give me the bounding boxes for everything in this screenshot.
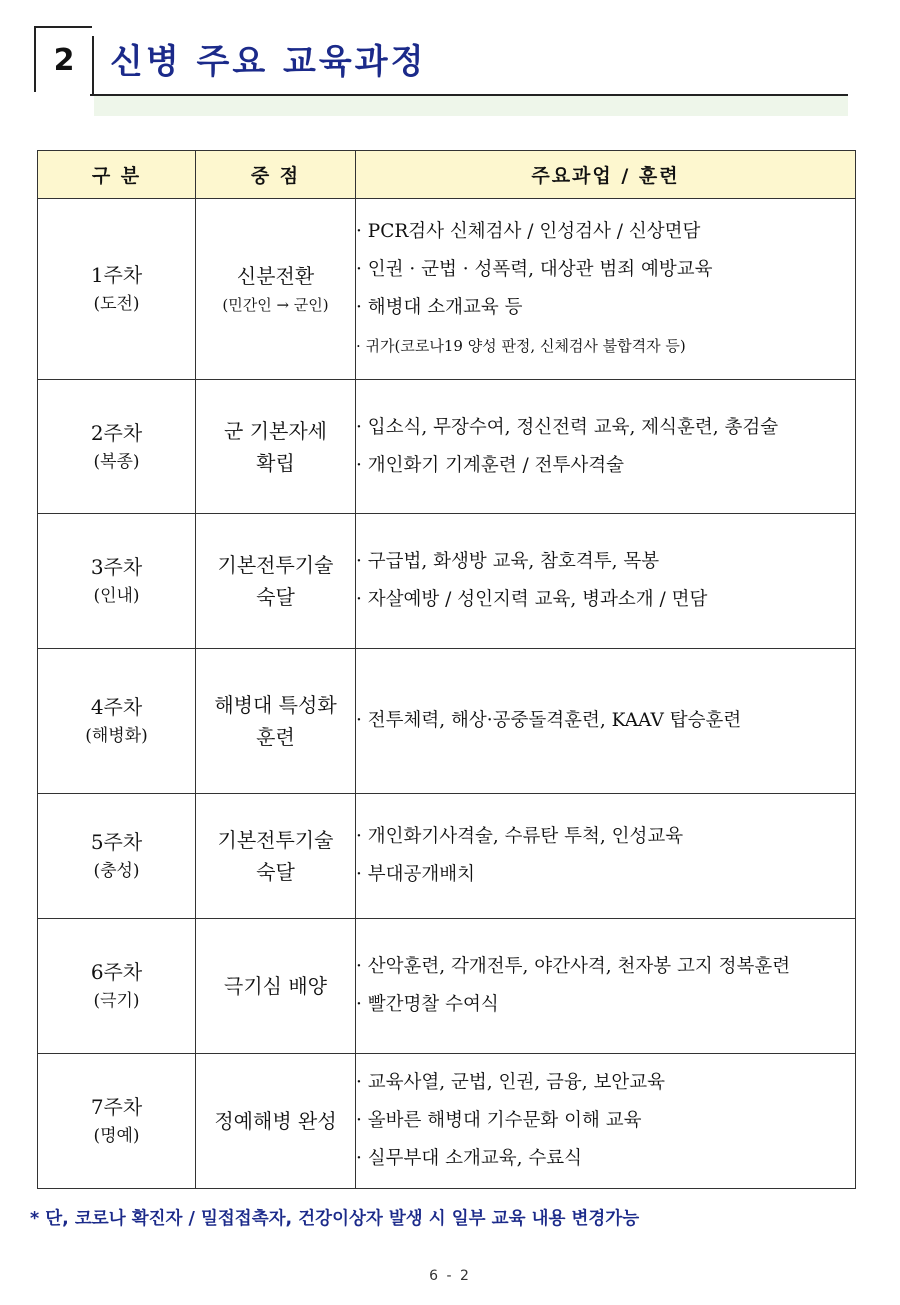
focus-text: 정예해병 완성 [214,1109,337,1133]
week-label: 3주차 [90,555,143,579]
focus-text: 해병대 특성화 [214,693,337,717]
week-subtitle: (명예) [93,1126,140,1146]
focus-text: 군 기본자세 [224,418,327,443]
list-item: · 전투체력, 해상·공중돌격훈련, KAAV 탑승훈련 [356,710,742,731]
focus-text: 신분전환 [236,264,315,288]
week-label: 5주차 [90,830,143,854]
focus-cell [196,794,356,919]
table-row [38,1054,856,1189]
week-cell [38,649,196,794]
items-cell [356,199,856,380]
list-item: · 부대공개배치 [356,864,475,885]
focus-cell [196,1054,356,1189]
table-header-row [38,151,856,199]
items-cell [356,919,856,1054]
focus-text: 숙달 [256,860,295,884]
table-row [38,649,856,794]
list-item: · 올바른 해병대 기수문화 이해 교육 [356,1110,642,1131]
table-row [38,380,856,514]
list-item: · 빨간명찰 수여식 [356,994,499,1015]
week-cell [38,794,196,919]
week-subtitle: (도전) [93,294,140,314]
footnote: * 단, 코로나 확진자 / 밀접접촉자, 건강이상자 발생 시 일부 교육 내용 변경가능 [30,1209,640,1229]
week-label: 7주차 [90,1095,143,1119]
focus-cell [196,199,356,380]
header-items: 주요과업 / 훈련 [356,151,856,199]
table-row [38,794,856,919]
week-label: 1주차 [90,263,143,287]
focus-text: 기본전투기술 [217,828,334,852]
week-label: 2주차 [90,420,143,445]
focus-text: 기본전투기술 [217,553,334,577]
training-table [37,150,856,1189]
table-row [38,514,856,649]
focus-text: 숙달 [256,585,295,609]
header-divider [92,36,94,94]
week-label: 6주차 [90,960,143,984]
list-item: · 실무부대 소개교육, 수료식 [356,1148,582,1169]
week-cell [38,919,196,1054]
section-number: 2 [34,26,92,92]
title-shade [94,96,848,116]
week-label: 4주차 [90,695,143,719]
section-title: 신병 주요 교육과정 [110,42,427,82]
week-subtitle: (복종) [93,451,140,472]
week-subtitle: (인내) [93,586,140,606]
focus-text: 훈련 [256,725,295,749]
focus-cell [196,514,356,649]
list-item: · 인권 · 군법 · 성폭력, 대상관 범죄 예방교육 [356,259,713,280]
focus-cell [196,919,356,1054]
list-item: · 교육사열, 군법, 인권, 금융, 보안교육 [356,1072,666,1093]
week-cell [38,199,196,380]
items-cell [356,649,856,794]
title-underline [90,94,848,96]
focus-text: 확립 [256,450,295,475]
list-item: · 해병대 소개교육 등 [356,297,523,318]
table-row [38,919,856,1054]
week-subtitle: (충성) [93,861,140,881]
section-header [34,26,848,118]
list-item: · 개인화기사격술, 수류탄 투척, 인성교육 [356,826,684,847]
week-cell [38,1054,196,1189]
table-row [38,199,856,380]
header-focus: 중 점 [196,151,356,199]
list-item: · 개인화기 기계훈련 / 전투사격술 [356,454,624,476]
list-item: · 구급법, 화생방 교육, 참호격투, 목봉 [356,551,660,572]
focus-cell [196,380,356,514]
items-cell [356,380,856,514]
list-item: · 자살예방 / 성인지력 교육, 병과소개 / 면담 [356,589,708,610]
list-item: · PCR검사 신체검사 / 인성검사 / 신상면담 [356,221,701,242]
page-number: 6 - 2 [429,1268,471,1284]
week-subtitle: (해병화) [85,726,148,746]
header-week: 구 분 [38,151,196,199]
list-item: · 입소식, 무장수여, 정신전력 교육, 제식훈련, 총검술 [356,416,779,438]
items-cell [356,794,856,919]
list-item: · 산악훈련, 각개전투, 야간사격, 천자봉 고지 정복훈련 [356,956,791,977]
items-cell [356,1054,856,1189]
week-cell [38,380,196,514]
week-subtitle: (극기) [93,991,140,1011]
items-cell [356,514,856,649]
list-item: · 귀가(코로나19 양성 판정, 신체검사 불합격자 등) [356,337,686,355]
focus-subtext: (민간인 → 군인) [222,296,329,314]
focus-text: 극기심 배양 [224,974,327,998]
focus-cell [196,649,356,794]
week-cell [38,514,196,649]
